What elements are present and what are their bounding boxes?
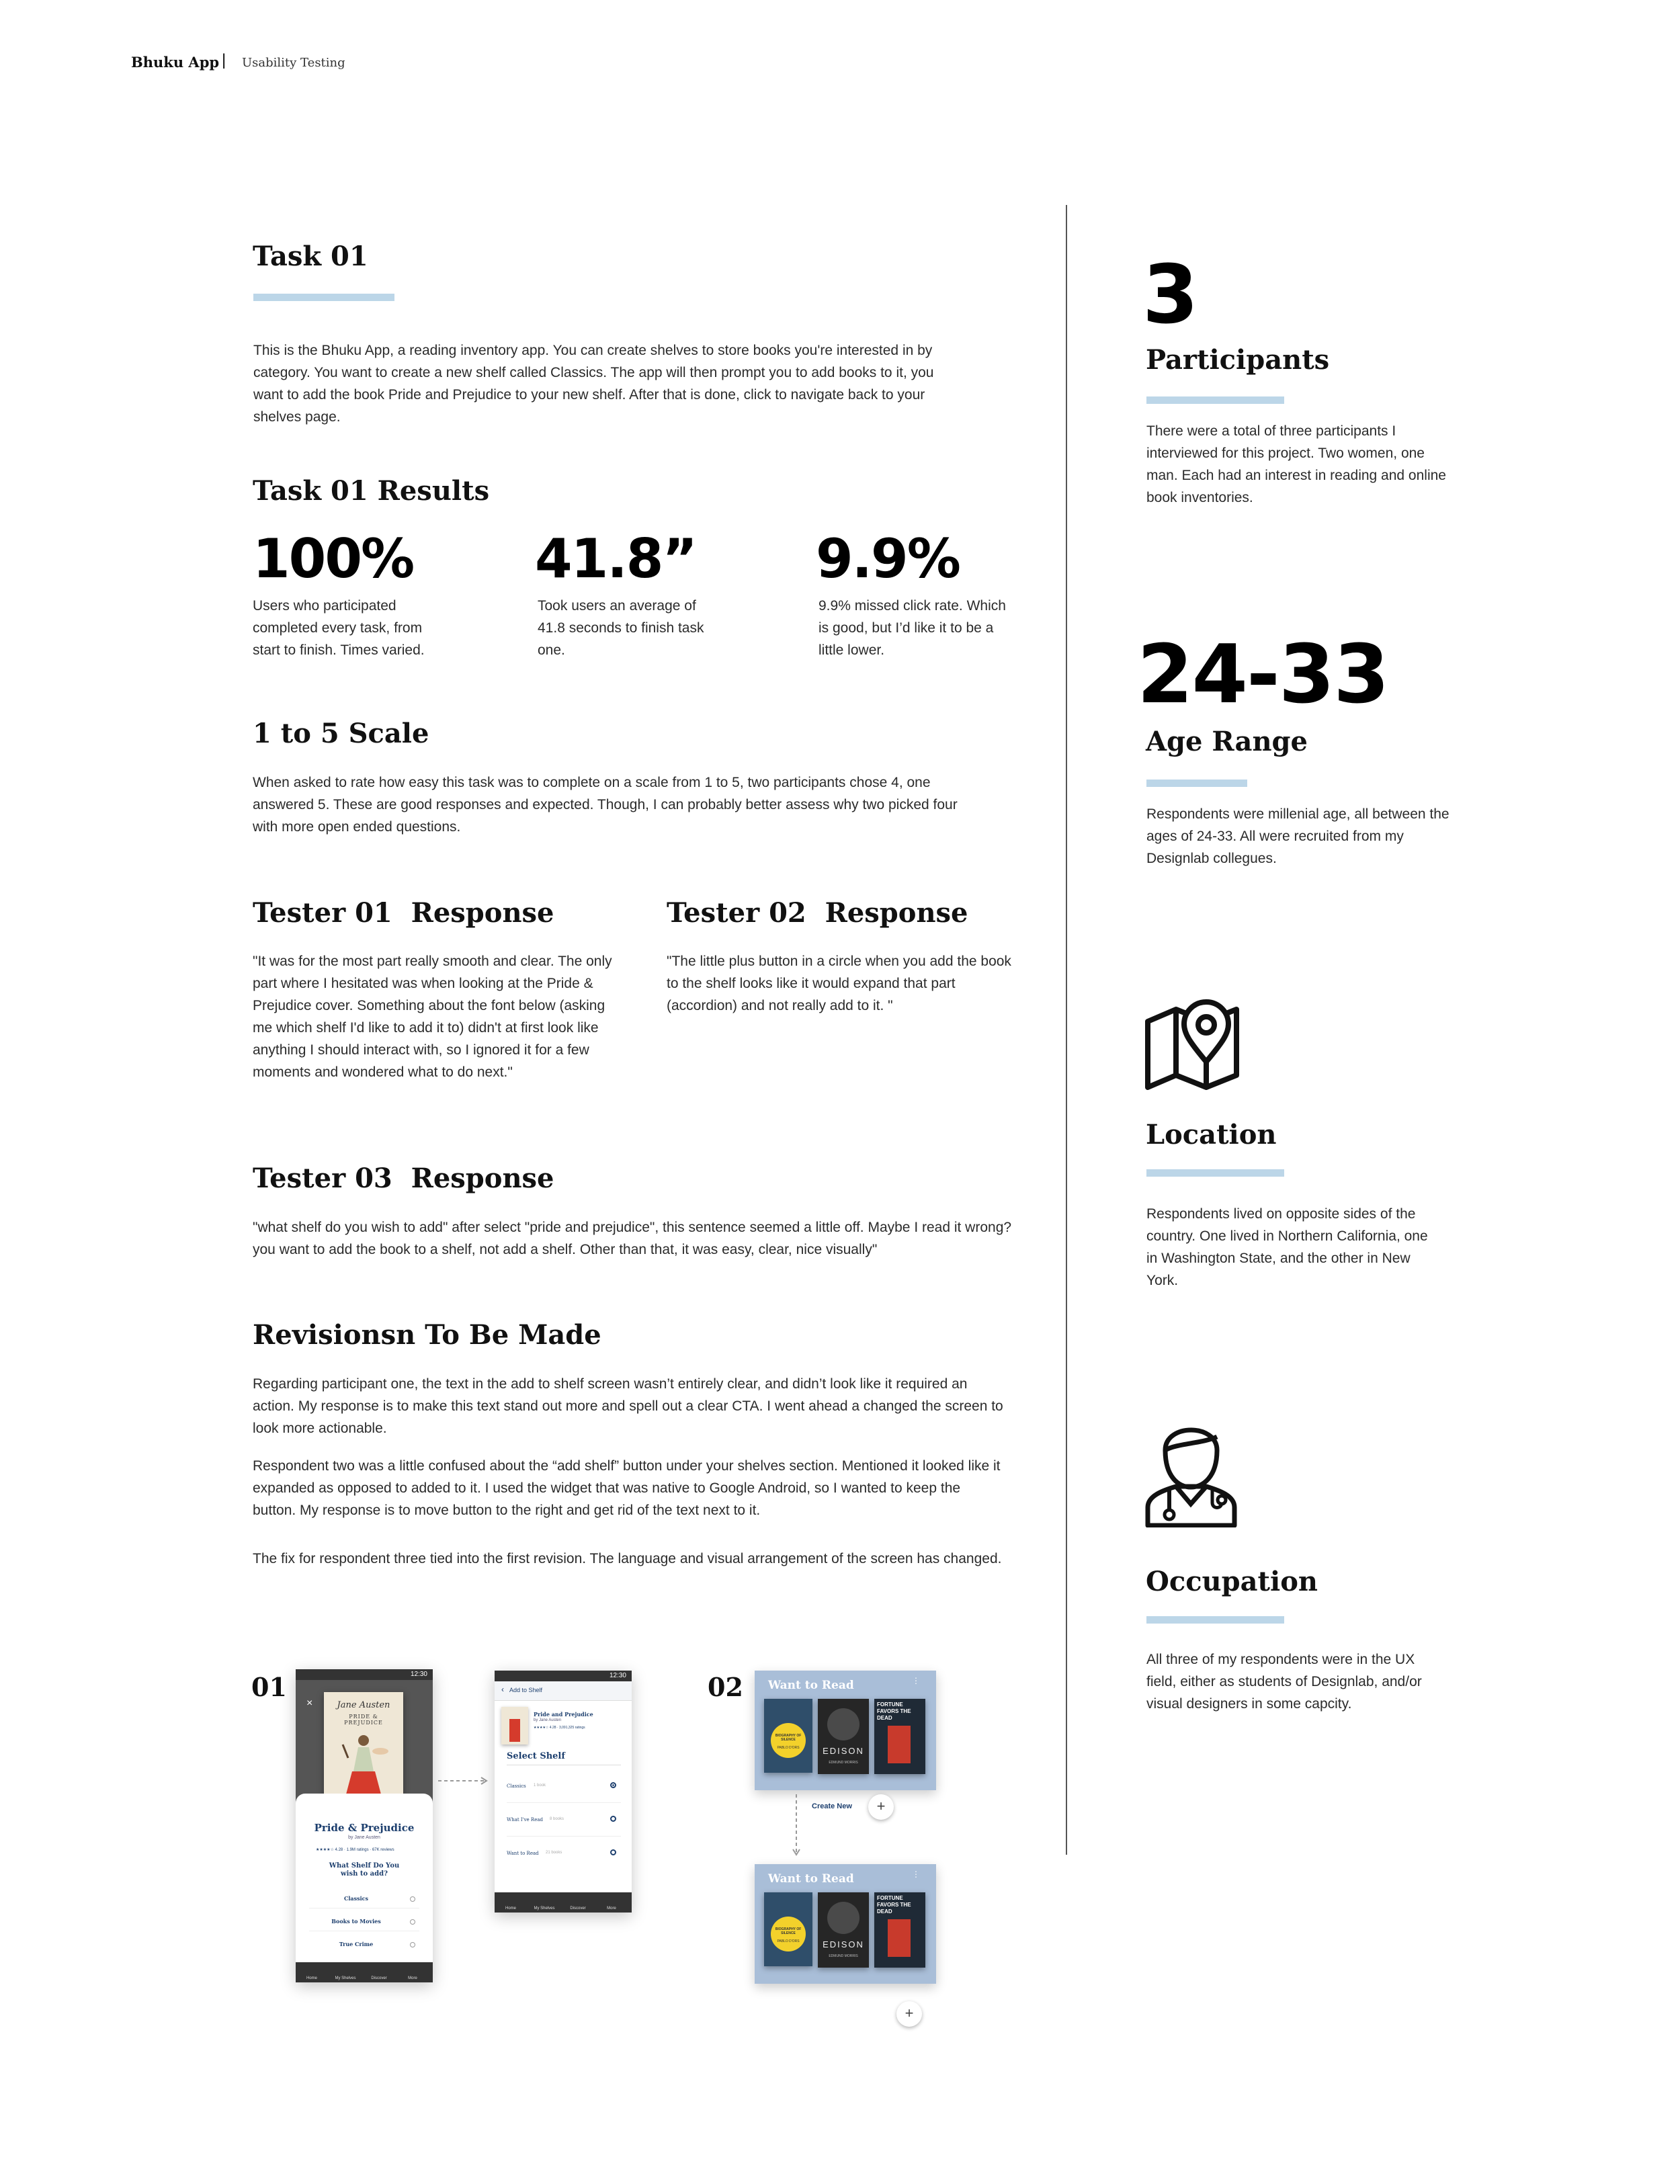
map-pin-icon: [1142, 995, 1243, 1095]
scale-title: 1 to 5 Scale: [253, 718, 429, 749]
occupation-text: All three of my respondents were in the UX field, either as students of Designlab, and/or visual designers in some capcity.: [1146, 1652, 1422, 1712]
app-bar: [495, 1681, 632, 1701]
task-title: Task 01: [253, 241, 368, 272]
close-icon[interactable]: ×: [306, 1697, 313, 1709]
shelf-option-want-to-read[interactable]: [507, 1843, 621, 1870]
option-name: Classics: [507, 1783, 526, 1789]
tester-02-title: Tester 02 Response: [667, 897, 968, 929]
revision-paragraph-3: The fix for respondent three tied into the first revision. The language and visual arrangement of the screen has changed.: [253, 1551, 1002, 1566]
book-cover-biography-of-silence[interactable]: [764, 1699, 812, 1773]
book-author: by Jane Austen: [348, 1835, 380, 1840]
nav-my-shelves[interactable]: My Shelves: [534, 1906, 555, 1910]
flow-arrow: [437, 1774, 491, 1788]
book-title: BIOGRAPHY OF SILENCE: [775, 1734, 802, 1742]
radio-icon: [410, 1896, 415, 1902]
shelf-option-what-ive-read[interactable]: [507, 1809, 621, 1837]
book-cover-biography-of-silence[interactable]: [764, 1892, 812, 1966]
nav-discover[interactable]: Discover: [371, 1976, 387, 1980]
nav-home[interactable]: Home: [306, 1976, 317, 1980]
book-rating: ★★★★☆ 4.28 · 1.9M ratings · 67K reviews: [316, 1848, 394, 1852]
occupation-underline: [1146, 1616, 1284, 1624]
radio-icon: [410, 1919, 415, 1925]
nav-discover[interactable]: Discover: [570, 1906, 586, 1910]
revisions-title: Revisionsn To Be Made: [253, 1319, 601, 1351]
book-cover-edison[interactable]: [818, 1892, 869, 1968]
doctor-person-icon: [1142, 1417, 1240, 1527]
shelf-option-books-to-movies[interactable]: [309, 1913, 419, 1931]
radio-icon[interactable]: [610, 1816, 616, 1822]
age-range-underline: [1146, 780, 1247, 787]
book-author: by Jane Austen: [534, 1718, 562, 1722]
tester-02-response: "The little plus button in a circle when you add the book to the shelf looks like it would expand that part (accordion) and not really add to it. ": [667, 954, 1011, 1013]
tester-01-title: Tester 01 Response: [253, 897, 554, 929]
task-title-underline: [253, 294, 394, 301]
nav-more[interactable]: More: [408, 1976, 417, 1980]
age-range-text: Respondents were millenial age, all between the ages of 24-33. All were recruited from my Designlab collegues.: [1146, 806, 1450, 866]
participants-label: Participants: [1146, 344, 1330, 376]
shelf-option-label: Books to Movies: [331, 1918, 381, 1925]
participants-underline: [1146, 396, 1284, 404]
stat-completion-value: 100%: [253, 528, 414, 590]
book-author: EDMUND MORRIS: [829, 1761, 858, 1765]
status-bar: 12:30: [495, 1671, 632, 1681]
tester-03-response: "what shelf do you wish to add" after select "pride and prejudice", this sentence seemed a little off. Maybe I read it wrong? you want to add the book to a shelf, not add a shelf. Other than that, it was easy, clear, nice visually": [253, 1220, 1012, 1257]
cover-title: PRIDE & PREJUDICE: [344, 1714, 383, 1726]
location-text: Respondents lived on opposite sides of the country. One lived in Northern California, one in Washington State, and the other in New York.: [1146, 1206, 1428, 1288]
book-cover-edison[interactable]: [818, 1699, 869, 1774]
app-brand: Bhuku App: [131, 54, 220, 71]
radio-icon[interactable]: [610, 1849, 616, 1855]
results-title: Task 01 Results: [253, 475, 490, 507]
add-shelf-plus-button[interactable]: +: [896, 2001, 922, 2027]
stat-missclick-text: 9.9% missed click rate. Which is good, but I’d like it to be a little lower.: [818, 598, 1006, 658]
scale-text: When asked to rate how easy this task was to complete on a scale from 1 to 5, two participants chose 4, one answered 5. These are good responses and expected. Though, I can probably better assess why two picked four with more open ended questions.: [253, 775, 958, 835]
tester-01-response: "It was for the most part really smooth and clear. The only part where I hesitated was when looking at the Pride & Prejudice cover. Something about the font below (asking me which shelf I'd like to add it to) didn't at first look like anything I should interact with, so I ignored it for a few moments and wondered what to do next.": [253, 954, 612, 1080]
shelf-option-label: Classics: [343, 1895, 368, 1902]
book-title: EDISON: [823, 1939, 864, 1949]
mockup-label-01: 01: [251, 1672, 287, 1702]
location-label: Location: [1146, 1119, 1277, 1150]
occupation-label: Occupation: [1146, 1566, 1318, 1597]
age-range-label: Age Range: [1146, 726, 1308, 757]
stat-time-value: 41.8”: [535, 528, 696, 590]
option-count: 21 books: [546, 1851, 562, 1855]
shelf-option-classics[interactable]: [507, 1775, 621, 1803]
shelf-card-want-to-read-revised[interactable]: [755, 1864, 936, 1984]
shelf-option-classics[interactable]: [309, 1890, 419, 1908]
shelf-card-want-to-read[interactable]: [755, 1671, 936, 1790]
tester-03-title: Tester 03 Response: [253, 1163, 554, 1194]
book-author: PABLO D'ORS: [777, 1939, 800, 1943]
more-options-icon[interactable]: ⋮: [912, 1870, 920, 1879]
nav-home[interactable]: Home: [505, 1906, 516, 1910]
book-author: PABLO D'ORS: [777, 1746, 800, 1750]
book-title: FORTUNE FAVORS THE DEAD: [877, 1895, 911, 1915]
book-author: EDMUND MORRIS: [829, 1954, 858, 1958]
shelf-prompt: What Shelf Do You wish to add?: [329, 1862, 400, 1878]
book-title: Pride & Prejudice: [314, 1822, 415, 1834]
radio-selected-icon[interactable]: [610, 1782, 616, 1788]
participants-text: There were a total of three participants I interviewed for this project. Two women, one man. Each had an interest in reading and online book inventories.: [1146, 423, 1446, 505]
nav-more[interactable]: More: [607, 1906, 616, 1910]
flow-arrow-vertical: [790, 1793, 803, 1860]
cover-author: Jane Austen: [337, 1700, 390, 1710]
select-shelf-heading: Select Shelf: [507, 1751, 565, 1761]
status-bar: 12:30: [296, 1669, 433, 1680]
nav-my-shelves[interactable]: My Shelves: [335, 1976, 356, 1980]
phone-mockup-add-to-shelf: [495, 1671, 632, 1913]
shelf-title: Want to Read: [768, 1679, 854, 1692]
book-thumbnail: [501, 1707, 528, 1745]
stat-time-text: Took users an average of 41.8 seconds to finish task one.: [538, 598, 704, 658]
option-name: Want to Read: [507, 1851, 539, 1856]
shelf-option-true-crime[interactable]: [309, 1936, 419, 1954]
book-title: FORTUNE FAVORS THE DEAD: [877, 1702, 911, 1721]
column-divider: [1066, 205, 1067, 1855]
add-shelf-plus-button[interactable]: +: [868, 1794, 894, 1820]
bottom-nav: [495, 1892, 632, 1913]
screen-title: Add to Shelf: [509, 1687, 543, 1693]
book-rating: ★★★★☆ 4.28 · 3,091,325 ratings: [534, 1726, 585, 1730]
location-underline: [1146, 1169, 1284, 1177]
header-subtitle: Usability Testing: [242, 56, 345, 70]
book-cover-fortune-favors-the-dead[interactable]: [874, 1892, 925, 1968]
option-count: 1 book: [534, 1783, 546, 1788]
phone-mockup-book-detail: [296, 1669, 433, 1982]
age-range-value: 24-33: [1137, 628, 1388, 722]
book-cover-fortune-favors-the-dead[interactable]: [874, 1699, 925, 1774]
create-new-label[interactable]: Create New: [812, 1802, 852, 1810]
shelf-option-label: True Crime: [339, 1941, 374, 1947]
mockup-label-02: 02: [708, 1672, 743, 1702]
option-name: What I've Read: [507, 1817, 543, 1822]
revision-paragraph-2: Respondent two was a little confused about the “add shelf” button under your shelves section. Mentioned it looked like it expanded as opposed to added to it. I used the widget that was native to Google Android, so I wanted to keep the button. My response is to move button to the right and get rid of the text next to it.: [253, 1458, 1001, 1518]
stat-missclick-value: 9.9%: [816, 528, 960, 590]
more-options-icon[interactable]: ⋮: [912, 1676, 920, 1685]
header-separator: |: [222, 51, 226, 69]
back-arrow-icon[interactable]: ‹: [501, 1685, 504, 1694]
radio-icon: [410, 1942, 415, 1947]
shelf-title: Want to Read: [768, 1872, 854, 1886]
book-detail-sheet: [296, 1794, 433, 1962]
bottom-nav: [296, 1962, 433, 1982]
book-title: EDISON: [823, 1746, 864, 1756]
participants-value: 3: [1142, 249, 1198, 342]
revision-paragraph-1: Regarding participant one, the text in the add to shelf screen wasn’t entirely clear, and didn’t look like it required an action. My response is to make this text stand out more and spell out a clear CTA. I went ahead a changed the screen to look more actionable.: [253, 1376, 1003, 1436]
stat-completion-text: Users who participated completed every task, from start to finish. Times varied.: [253, 598, 425, 658]
option-count: 8 books: [550, 1817, 564, 1821]
task-description: This is the Bhuku App, a reading inventory app. You can create shelves to store books you're interested in by category. You want to create a new shelf called Classics. The app will then prompt you to add books to it, you want to add the book Pride and Prejudice to your new shelf. After that is done, click to navigate back to your shelves page.: [253, 343, 934, 425]
book-title: BIOGRAPHY OF SILENCE: [775, 1927, 802, 1935]
book-title: Pride and Prejudice: [534, 1711, 593, 1718]
